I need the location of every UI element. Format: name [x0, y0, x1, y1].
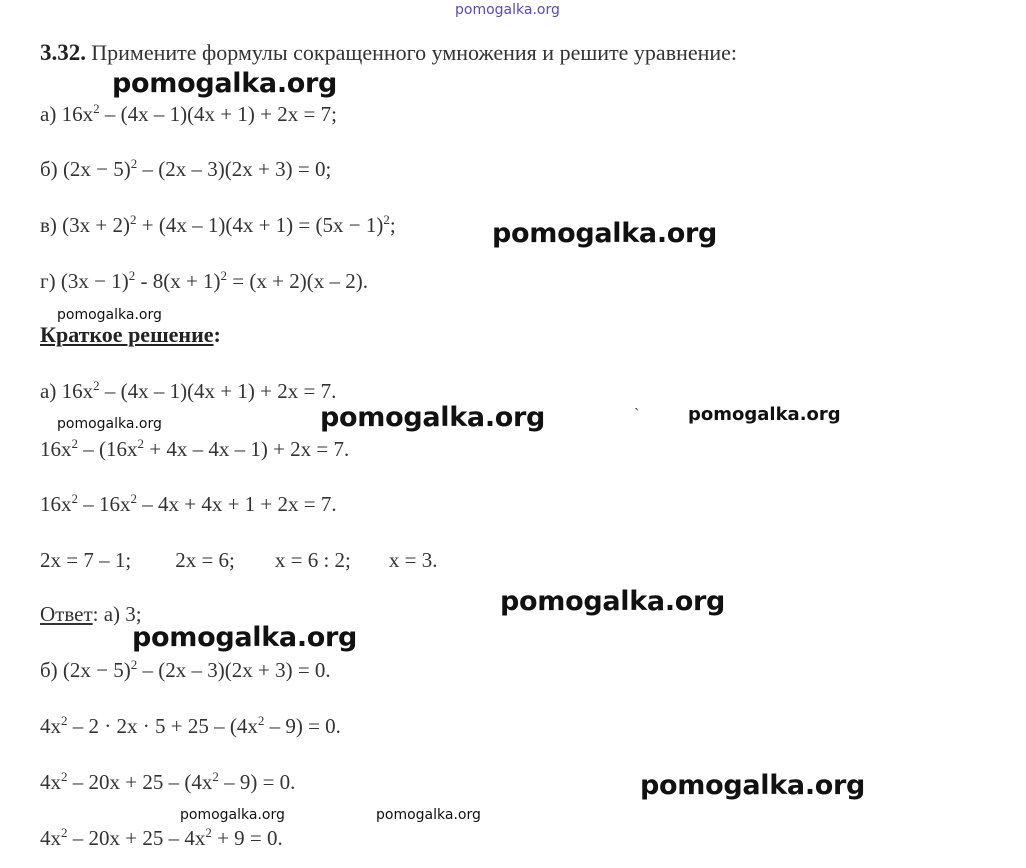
answer-value: : а) 3; — [92, 602, 142, 626]
expr-part: 4x — [40, 770, 61, 794]
solution-heading — [40, 322, 221, 348]
problem-statement: Примените формулы сокращенного умножения и решите уравнение: — [91, 40, 738, 65]
expr-part: – 9) = 0. — [264, 714, 341, 738]
expr-part: – 4x + 4x + 1 + 2x = 7. — [137, 492, 337, 516]
expr-part: + (4x – 1)(4x + 1) = (5x − 1) — [136, 213, 384, 237]
exponent: 2 — [257, 713, 265, 728]
expr-part: 16x — [40, 492, 72, 516]
item-label: а) — [40, 102, 62, 126]
problem-item-v — [40, 212, 396, 238]
expr-part: 16x — [61, 102, 94, 126]
expr-part: – 20x + 25 – (4x — [67, 770, 213, 794]
expr-part: – (2x – 3)(2x + 3) = 0; — [137, 157, 332, 181]
solution-a-line-1 — [40, 378, 336, 404]
watermark-top: pomogalka.org — [455, 2, 560, 18]
watermark: pomogalka.org — [640, 770, 866, 801]
expr-part: - 8(x + 1) — [135, 269, 221, 293]
exponent: 2 — [93, 101, 100, 116]
expr-part: – (4x – 1)(4x + 1) + 2x = 7; — [99, 102, 337, 126]
expr-part: б) (2x − 5) — [40, 658, 131, 682]
exponent: 2 — [61, 825, 68, 840]
solution-a-answer — [40, 601, 142, 627]
item-label: г) — [40, 269, 61, 293]
exponent: 2 — [130, 156, 138, 171]
expr-part: – 16x — [78, 492, 131, 516]
solution-b-line-2 — [40, 713, 341, 739]
expr-part: 4x — [40, 826, 61, 850]
watermark: pomogalka.org — [320, 402, 546, 433]
exponent: 2 — [61, 713, 68, 728]
watermark: pomogalka.org — [376, 807, 481, 823]
solution-b-line-4 — [40, 825, 283, 851]
scan-speck: ˋ — [634, 406, 640, 423]
expr-part: – 20x + 25 – 4x — [67, 826, 206, 850]
solution-heading-text: Краткое решение — [40, 322, 214, 347]
item-label: б) — [40, 157, 63, 181]
problem-header — [40, 40, 737, 66]
exponent: 2 — [71, 436, 78, 451]
exponent: 2 — [130, 212, 137, 227]
expr-part: (2x − 5) — [62, 157, 131, 181]
watermark: pomogalka.org — [180, 807, 285, 823]
expr-part: 4x — [40, 714, 61, 738]
exponent: 2 — [61, 769, 68, 784]
solution-a-line-4 — [40, 547, 437, 573]
exponent: 2 — [71, 491, 78, 506]
expr-part: + 4x – 4x – 1) + 2x = 7. — [144, 437, 350, 461]
expr-part: (3x + 2) — [62, 213, 131, 237]
equation-step: 2x = 6; — [175, 548, 235, 572]
solution-heading-colon: : — [213, 322, 221, 347]
problem-number: 3.32. — [40, 40, 86, 65]
solution-b-line-3 — [40, 769, 295, 795]
problem-item-b — [40, 156, 331, 182]
exponent: 2 — [220, 268, 228, 283]
solution-a-line-2 — [40, 436, 349, 462]
expr-part: 16x — [40, 437, 72, 461]
exponent: 2 — [205, 825, 212, 840]
expr-part: – (16x — [78, 437, 138, 461]
watermark: pomogalka.org — [112, 68, 338, 99]
expr-part: – (2x – 3)(2x + 3) = 0. — [137, 658, 331, 682]
expr-part: – 9) = 0. — [218, 770, 296, 794]
problem-item-g — [40, 268, 368, 294]
expr-part: а) 16x — [40, 379, 94, 403]
equation-step: x = 3. — [388, 548, 438, 572]
answer-label: Ответ — [40, 602, 93, 626]
watermark: pomogalka.org — [500, 586, 726, 617]
expr-part: = (x + 2)(x – 2). — [227, 269, 368, 293]
expr-part: – (4x – 1)(4x + 1) + 2x = 7. — [99, 379, 337, 403]
exponent: 2 — [130, 657, 138, 672]
watermark: pomogalka.org — [132, 622, 358, 653]
exponent: 2 — [212, 769, 219, 784]
equation-step: 2x = 7 – 1; — [40, 548, 132, 572]
watermark: pomogalka.org — [57, 416, 162, 432]
item-label: в) — [40, 213, 63, 237]
expr-part: – 2 · 2x · 5 + 25 – (4x — [67, 714, 258, 738]
equation-step: x = 6 : 2; — [274, 548, 351, 572]
exponent: 2 — [383, 212, 390, 227]
exponent: 2 — [128, 268, 136, 283]
exponent: 2 — [137, 436, 144, 451]
exponent: 2 — [93, 378, 100, 393]
solution-a-line-3 — [40, 491, 337, 517]
watermark: pomogalka.org — [688, 404, 841, 425]
problem-item-a — [40, 101, 337, 127]
solution-b-line-1 — [40, 657, 331, 683]
expr-part: ; — [389, 213, 396, 237]
expr-part: (3x − 1) — [60, 269, 129, 293]
watermark: pomogalka.org — [57, 307, 162, 323]
watermark: pomogalka.org — [492, 218, 718, 249]
expr-part: + 9 = 0. — [211, 826, 283, 850]
exponent: 2 — [130, 491, 137, 506]
